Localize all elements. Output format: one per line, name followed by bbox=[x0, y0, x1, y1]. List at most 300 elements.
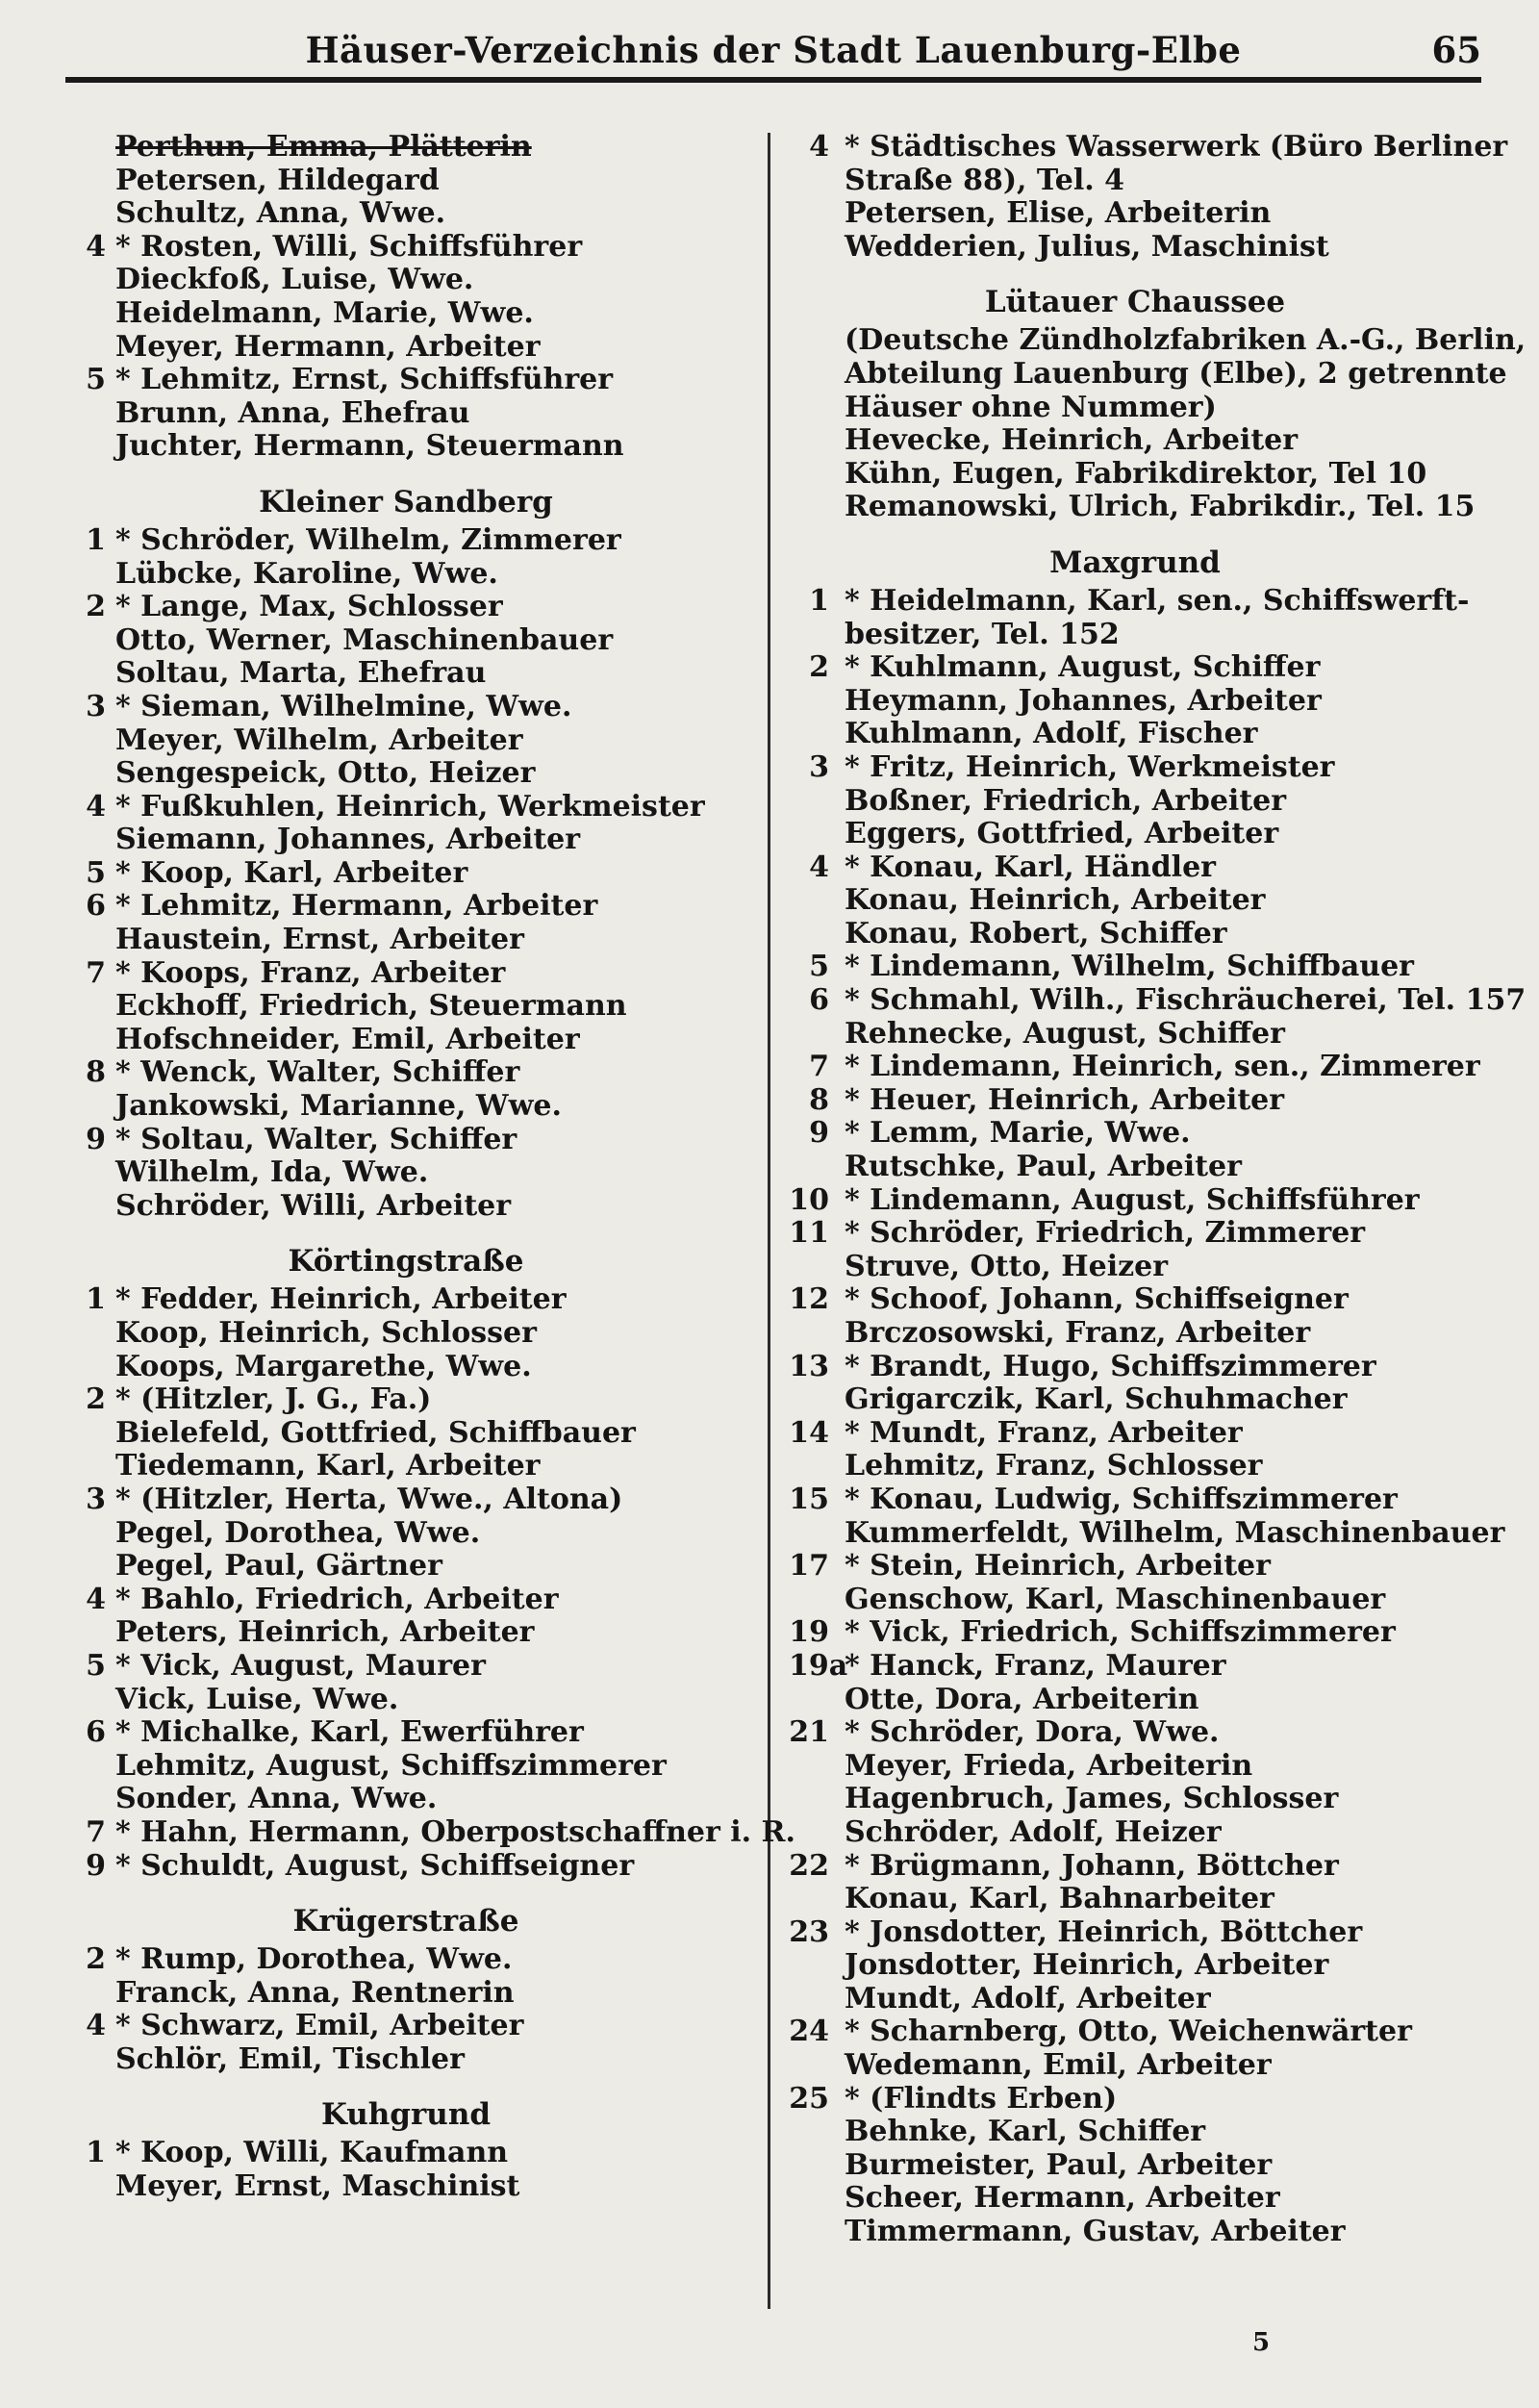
street-section bbox=[789, 264, 1526, 524]
resident-entry bbox=[62, 397, 750, 431]
resident-text: Schröder, Adolf, Heizer bbox=[845, 1814, 1222, 1849]
resident-entry bbox=[789, 2083, 1481, 2117]
resident-entry bbox=[62, 1317, 750, 1351]
house-number: 1 bbox=[809, 583, 829, 618]
street-section bbox=[62, 1883, 750, 2076]
section-spacer bbox=[789, 524, 1481, 542]
page-title: Häuser-Verzeichnis der Stadt Lauenburg-Elbe bbox=[305, 29, 1242, 71]
resident-text: Eckhoff, Friedrich, Steuermann bbox=[115, 989, 627, 1024]
section-spacer bbox=[62, 464, 750, 481]
resident-text: Wilhelm, Ida, Wwe. bbox=[115, 1155, 429, 1190]
house-number: 7 bbox=[809, 1050, 829, 1084]
resident-entry bbox=[789, 785, 1481, 819]
resident-text: Jankowski, Marianne, Wwe. bbox=[115, 1089, 562, 1124]
resident-entry bbox=[789, 2149, 1481, 2183]
resident-text: Häuser ohne Nummer) bbox=[845, 390, 1217, 424]
resident-text: Hagenbruch, James, Schlosser bbox=[845, 1782, 1339, 1816]
resident-text: Petersen, Elise, Arbeiterin bbox=[845, 196, 1272, 231]
section-spacer bbox=[62, 1883, 750, 1900]
resident-entry bbox=[62, 1483, 750, 1517]
house-number: 15 bbox=[789, 1482, 829, 1516]
header-rule bbox=[65, 77, 1481, 83]
resident-entry bbox=[789, 1251, 1481, 1284]
resident-text: Vick, Luise, Wwe. bbox=[115, 1682, 399, 1716]
house-number: 19 bbox=[789, 1615, 829, 1650]
resident-text: * Kuhlmann, August, Schiffer bbox=[845, 650, 1321, 685]
resident-text: * Sieman, Wilhelmine, Wwe. bbox=[115, 689, 572, 723]
resident-entry bbox=[62, 1283, 750, 1317]
resident-text: * Lehmitz, Ernst, Schiffsführer bbox=[115, 363, 614, 397]
resident-entry bbox=[789, 1983, 1481, 2016]
page-number: 65 bbox=[1431, 29, 1481, 71]
resident-entry bbox=[789, 1317, 1481, 1351]
resident-entry bbox=[62, 724, 750, 758]
resident-entry bbox=[789, 983, 1526, 1018]
resident-text: Tiedemann, Karl, Arbeiter bbox=[115, 1449, 541, 1483]
house-number: 5 bbox=[86, 363, 106, 397]
house-number: 23 bbox=[789, 1914, 829, 1949]
house-number: 1 bbox=[86, 522, 106, 557]
resident-entry bbox=[789, 1750, 1481, 1784]
resident-text: * Konau, Ludwig, Schiffszimmerer bbox=[845, 1482, 1398, 1516]
resident-text: Otto, Werner, Maschinenbauer bbox=[115, 622, 614, 657]
house-number: 9 bbox=[809, 1116, 829, 1151]
resident-entry bbox=[789, 1684, 1481, 1717]
resident-text: Timmermann, Gustav, Arbeiter bbox=[845, 2215, 1346, 2249]
house-number: 4 bbox=[86, 2009, 106, 2043]
house-number: 4 bbox=[86, 229, 106, 264]
house-number: 3 bbox=[809, 749, 829, 784]
resident-text: * Rosten, Willi, Schiffsführer bbox=[115, 229, 583, 264]
resident-entry bbox=[62, 1024, 750, 1057]
resident-text: * Stein, Heinrich, Arbeiter bbox=[845, 1549, 1271, 1584]
resident-text: Koop, Heinrich, Schlosser bbox=[115, 1316, 537, 1350]
resident-entry bbox=[789, 356, 1507, 392]
house-number: 2 bbox=[86, 1942, 106, 1977]
house-number: 5 bbox=[809, 950, 829, 984]
resident-entry bbox=[62, 1550, 750, 1584]
house-number: 3 bbox=[86, 689, 106, 723]
house-number: 24 bbox=[789, 2015, 829, 2049]
resident-text: * Lemm, Marie, Wwe. bbox=[845, 1116, 1191, 1151]
resident-text: * Lange, Max, Schlosser bbox=[115, 590, 503, 624]
resident-text: Brczosowski, Franz, Arbeiter bbox=[845, 1316, 1311, 1350]
resident-entry bbox=[789, 884, 1481, 918]
resident-text: (Deutsche Zündholzfabriken A.-G., Berlin, bbox=[845, 323, 1526, 358]
house-number: 4 bbox=[809, 130, 829, 164]
resident-entry bbox=[62, 1190, 750, 1224]
resident-entry bbox=[62, 1684, 750, 1717]
resident-entry bbox=[62, 1517, 750, 1551]
resident-entry bbox=[789, 1883, 1481, 1916]
resident-entry bbox=[789, 1184, 1481, 1218]
house-number: 25 bbox=[789, 2081, 829, 2116]
resident-text: Meyer, Frieda, Arbeiterin bbox=[845, 1748, 1253, 1783]
resident-text: * Schmahl, Wilh., Fischräucherei, Tel. 157 bbox=[845, 983, 1526, 1018]
resident-entry bbox=[789, 2216, 1481, 2249]
resident-entry bbox=[62, 524, 750, 558]
resident-entry bbox=[789, 491, 1481, 524]
resident-entry bbox=[789, 323, 1526, 358]
resident-text: * Mundt, Franz, Arbeiter bbox=[845, 1415, 1243, 1450]
resident-text: * Konau, Karl, Händler bbox=[845, 849, 1216, 884]
section-spacer bbox=[62, 1223, 750, 1240]
house-number: 5 bbox=[86, 855, 106, 890]
resident-text: * Städtisches Wasserwerk (Büro Berliner bbox=[845, 130, 1508, 164]
resident-text: * Schröder, Wilhelm, Zimmerer bbox=[115, 522, 621, 557]
resident-entry bbox=[789, 851, 1481, 885]
resident-entry bbox=[789, 1450, 1481, 1483]
resident-text: * Brandt, Hugo, Schiffszimmerer bbox=[845, 1349, 1376, 1383]
resident-entry bbox=[62, 1124, 750, 1157]
resident-entry bbox=[789, 2015, 1481, 2049]
resident-entry bbox=[62, 264, 750, 297]
resident-entry bbox=[789, 2049, 1481, 2083]
resident-text: Pegel, Paul, Gärtner bbox=[115, 1549, 442, 1584]
resident-text: * (Hitzler, J. G., Fa.) bbox=[115, 1382, 432, 1417]
resident-entry bbox=[62, 2010, 750, 2043]
resident-text: * (Flindts Erben) bbox=[845, 2081, 1118, 2116]
resident-text: Schröder, Willi, Arbeiter bbox=[115, 1188, 512, 1223]
resident-entry bbox=[789, 1117, 1481, 1151]
resident-text: Genschow, Karl, Maschinenbauer bbox=[845, 1582, 1386, 1616]
house-number: 2 bbox=[809, 650, 829, 685]
resident-entry bbox=[62, 331, 750, 365]
resident-entry bbox=[62, 297, 750, 331]
resident-text: * Rump, Dorothea, Wwe. bbox=[115, 1942, 513, 1977]
resident-entry bbox=[789, 1283, 1481, 1317]
resident-text: * Bahlo, Friedrich, Arbeiter bbox=[115, 1582, 559, 1616]
street-heading: Krügerstraße bbox=[292, 1904, 519, 1939]
house-number: 12 bbox=[789, 1282, 829, 1317]
resident-text: Otte, Dora, Arbeiterin bbox=[845, 1682, 1199, 1716]
resident-entry bbox=[789, 585, 1481, 619]
house-number: 9 bbox=[86, 1122, 106, 1156]
resident-entry bbox=[62, 558, 750, 592]
resident-text: * Lindemann, Wilhelm, Schiffbauer bbox=[845, 950, 1414, 984]
house-number: 21 bbox=[789, 1715, 829, 1750]
resident-text: Struve, Otto, Heizer bbox=[845, 1249, 1169, 1283]
resident-text: * Michalke, Karl, Ewerführer bbox=[115, 1715, 584, 1750]
house-number: 7 bbox=[86, 955, 106, 990]
resident-text: Pegel, Dorothea, Wwe. bbox=[115, 1515, 481, 1550]
resident-entry bbox=[62, 1417, 750, 1451]
resident-text: Rutschke, Paul, Arbeiter bbox=[845, 1150, 1242, 1184]
house-number: 2 bbox=[86, 590, 106, 624]
resident-text: * Koop, Karl, Arbeiter bbox=[115, 855, 468, 890]
resident-text: Eggers, Gottfried, Arbeiter bbox=[845, 817, 1279, 851]
street-heading: Körtingstraße bbox=[288, 1244, 524, 1280]
resident-entry bbox=[789, 1018, 1481, 1052]
resident-text: Heidelmann, Marie, Wwe. bbox=[115, 295, 534, 330]
resident-text: * Lindemann, August, Schiffsführer bbox=[845, 1182, 1420, 1217]
resident-entry bbox=[62, 1383, 750, 1417]
resident-text: Perthun, Emma, Plätterin bbox=[115, 130, 532, 164]
resident-entry bbox=[62, 791, 750, 824]
resident-entry bbox=[62, 1814, 795, 1850]
resident-text: Mundt, Adolf, Arbeiter bbox=[845, 1981, 1211, 2015]
street-section bbox=[62, 1223, 795, 1883]
house-number: 8 bbox=[809, 1082, 829, 1117]
house-number: 3 bbox=[86, 1482, 106, 1516]
resident-entry bbox=[789, 651, 1481, 685]
resident-entry bbox=[789, 1515, 1505, 1551]
resident-entry bbox=[789, 197, 1481, 231]
left-column bbox=[62, 130, 795, 2204]
resident-text: Koops, Margarethe, Wwe. bbox=[115, 1349, 532, 1383]
resident-text: * Scharnberg, Otto, Weichenwärter bbox=[845, 2015, 1412, 2049]
resident-entry bbox=[62, 2043, 750, 2077]
resident-text: * (Hitzler, Herta, Wwe., Altona) bbox=[115, 1482, 623, 1516]
resident-text: Wedemann, Emil, Arbeiter bbox=[845, 2048, 1272, 2083]
resident-entry bbox=[62, 990, 750, 1024]
resident-entry bbox=[789, 1916, 1481, 1950]
resident-text: * Wenck, Walter, Schiffer bbox=[115, 1055, 520, 1090]
house-number: 11 bbox=[789, 1216, 829, 1251]
resident-text: * Heidelmann, Karl, sen., Schiffswerft- bbox=[845, 583, 1470, 618]
resident-text: Dieckfoß, Luise, Wwe. bbox=[115, 263, 474, 297]
footer-mark: 5 bbox=[1252, 2328, 1271, 2357]
resident-entry bbox=[789, 1783, 1481, 1816]
street-section bbox=[789, 130, 1508, 264]
resident-entry bbox=[62, 1750, 750, 1784]
house-number: 1 bbox=[86, 2136, 106, 2170]
resident-entry bbox=[62, 1977, 750, 2011]
resident-entry bbox=[789, 165, 1481, 198]
house-number: 6 bbox=[86, 1715, 106, 1750]
resident-text: * Fußkuhlen, Heinrich, Werkmeister bbox=[115, 789, 705, 824]
house-number: 19a bbox=[789, 1648, 848, 1683]
resident-text: Behnke, Karl, Schiffer bbox=[845, 2115, 1206, 2149]
resident-text: * Fedder, Heinrich, Arbeiter bbox=[115, 1282, 567, 1317]
resident-entry bbox=[62, 231, 750, 265]
resident-entry bbox=[62, 857, 750, 891]
resident-entry bbox=[62, 824, 750, 857]
resident-entry bbox=[789, 918, 1481, 951]
resident-entry bbox=[789, 1584, 1481, 1617]
resident-text: * Schröder, Dora, Wwe. bbox=[845, 1715, 1220, 1750]
resident-entry bbox=[789, 1151, 1481, 1184]
resident-entry bbox=[62, 1056, 750, 1090]
resident-entry bbox=[62, 131, 750, 165]
street-heading: Kleiner Sandberg bbox=[259, 484, 553, 520]
resident-entry bbox=[62, 1584, 750, 1617]
resident-text: Petersen, Hildegard bbox=[115, 163, 440, 197]
resident-text: Peters, Heinrich, Arbeiter bbox=[115, 1615, 535, 1650]
resident-text: Bielefeld, Gottfried, Schiffbauer bbox=[115, 1415, 636, 1450]
resident-text: Straße 88), Tel. 4 bbox=[845, 163, 1125, 197]
resident-text: * Jonsdotter, Heinrich, Böttcher bbox=[845, 1914, 1363, 1949]
resident-text: * Koops, Franz, Arbeiter bbox=[115, 955, 506, 990]
page-header bbox=[65, 29, 1481, 83]
resident-text: Schlör, Emil, Tischler bbox=[115, 2041, 465, 2076]
street-heading: Kuhgrund bbox=[320, 2097, 492, 2133]
resident-text: Meyer, Ernst, Maschinist bbox=[115, 2169, 520, 2204]
resident-text: Jonsdotter, Heinrich, Arbeiter bbox=[845, 1948, 1329, 1983]
resident-text: * Vick, August, Maurer bbox=[115, 1648, 486, 1683]
resident-entry bbox=[789, 1850, 1481, 1884]
resident-text: besitzer, Tel. 152 bbox=[845, 617, 1120, 651]
resident-text: * Vick, Friedrich, Schiffszimmerer bbox=[845, 1615, 1396, 1650]
resident-entry bbox=[789, 951, 1481, 984]
resident-entry bbox=[62, 1716, 750, 1750]
house-number: 14 bbox=[789, 1415, 829, 1450]
resident-entry bbox=[789, 1550, 1481, 1584]
house-number: 2 bbox=[86, 1382, 106, 1417]
resident-text: * Hahn, Hermann, Oberpostschaffner i. R. bbox=[115, 1814, 795, 1849]
resident-entry bbox=[789, 718, 1481, 751]
house-number: 8 bbox=[86, 1055, 106, 1090]
house-number: 10 bbox=[789, 1182, 829, 1217]
resident-text: Konau, Heinrich, Arbeiter bbox=[845, 883, 1266, 918]
resident-text: Sonder, Anna, Wwe. bbox=[115, 1782, 438, 1816]
resident-entry bbox=[789, 1949, 1481, 1983]
resident-text: Kuhlmann, Adolf, Fischer bbox=[845, 717, 1258, 751]
resident-entry bbox=[62, 197, 750, 231]
resident-entry bbox=[789, 751, 1481, 785]
resident-entry bbox=[62, 924, 750, 957]
resident-entry bbox=[62, 1616, 750, 1650]
resident-entry bbox=[789, 1816, 1481, 1850]
resident-text: Sengespeick, Otto, Heizer bbox=[115, 756, 536, 791]
resident-entry bbox=[62, 430, 750, 464]
resident-entry bbox=[789, 1483, 1481, 1517]
resident-entry bbox=[789, 818, 1481, 851]
resident-entry bbox=[789, 392, 1481, 425]
resident-text: * Lehmitz, Hermann, Arbeiter bbox=[115, 889, 598, 924]
resident-text: * Koop, Willi, Kaufmann bbox=[115, 2136, 509, 2170]
resident-text: Grigarczik, Karl, Schuhmacher bbox=[845, 1382, 1348, 1417]
resident-text: * Soltau, Walter, Schiffer bbox=[115, 1122, 517, 1156]
resident-entry bbox=[789, 1084, 1481, 1118]
resident-entry bbox=[62, 757, 750, 791]
section-spacer bbox=[789, 264, 1481, 281]
resident-entry bbox=[62, 624, 750, 658]
resident-entry bbox=[789, 458, 1481, 492]
resident-entry bbox=[62, 2137, 750, 2170]
house-number: 4 bbox=[86, 1582, 106, 1616]
resident-text: * Heuer, Heinrich, Arbeiter bbox=[845, 1082, 1285, 1117]
resident-entry bbox=[62, 364, 750, 397]
street-section bbox=[62, 131, 750, 464]
resident-text: Heymann, Johannes, Arbeiter bbox=[845, 683, 1322, 718]
resident-entry bbox=[789, 2182, 1481, 2216]
resident-entry bbox=[789, 1217, 1481, 1251]
resident-text: Burmeister, Paul, Arbeiter bbox=[845, 2147, 1273, 2182]
resident-entry bbox=[62, 1450, 750, 1483]
resident-text: Hevecke, Heinrich, Arbeiter bbox=[845, 423, 1299, 458]
resident-entry bbox=[62, 657, 750, 691]
resident-entry bbox=[789, 619, 1481, 652]
resident-text: Meyer, Hermann, Arbeiter bbox=[115, 329, 541, 364]
resident-entry bbox=[62, 2170, 750, 2204]
house-number: 6 bbox=[809, 983, 829, 1018]
resident-text: Siemann, Johannes, Arbeiter bbox=[115, 823, 581, 857]
resident-text: Kummerfeldt, Wilhelm, Maschinenbauer bbox=[845, 1515, 1505, 1550]
house-number: 22 bbox=[789, 1848, 829, 1883]
resident-text: Juchter, Hermann, Steuermann bbox=[115, 429, 624, 464]
house-number: 6 bbox=[86, 889, 106, 924]
resident-entry bbox=[62, 1650, 750, 1684]
resident-text: Boßner, Friedrich, Arbeiter bbox=[845, 783, 1287, 818]
section-spacer bbox=[62, 2076, 750, 2093]
street-section bbox=[62, 2076, 750, 2203]
resident-text: * Schuldt, August, Schiffseigner bbox=[115, 1848, 635, 1883]
resident-text: Meyer, Wilhelm, Arbeiter bbox=[115, 722, 523, 757]
resident-entry bbox=[789, 130, 1508, 165]
street-heading: Maxgrund bbox=[1049, 545, 1221, 580]
resident-entry bbox=[789, 2116, 1481, 2149]
resident-entry bbox=[789, 685, 1481, 719]
resident-text: * Schwarz, Emil, Arbeiter bbox=[115, 2009, 524, 2043]
resident-entry bbox=[62, 1156, 750, 1190]
street-section bbox=[789, 524, 1526, 2249]
resident-entry bbox=[62, 691, 750, 724]
resident-text: Franck, Anna, Rentnerin bbox=[115, 1975, 515, 2010]
resident-entry bbox=[62, 1943, 750, 1977]
resident-entry bbox=[62, 1090, 750, 1124]
resident-entry bbox=[789, 1716, 1481, 1750]
resident-entry bbox=[62, 890, 750, 924]
house-number: 5 bbox=[86, 1648, 106, 1683]
house-number: 17 bbox=[789, 1549, 829, 1584]
resident-entry bbox=[62, 1783, 750, 1816]
house-number: 4 bbox=[809, 849, 829, 884]
resident-text: * Schröder, Friedrich, Zimmerer bbox=[845, 1216, 1366, 1251]
resident-entry bbox=[62, 591, 750, 624]
column-divider bbox=[768, 133, 770, 2309]
resident-text: Lübcke, Karoline, Wwe. bbox=[115, 556, 498, 591]
resident-text: Abteilung Lauenburg (Elbe), 2 getrennte bbox=[845, 356, 1507, 391]
street-heading: Lütauer Chaussee bbox=[984, 285, 1286, 320]
resident-text: * Schoof, Johann, Schiffseigner bbox=[845, 1282, 1349, 1317]
resident-entry bbox=[789, 231, 1481, 265]
house-number: 4 bbox=[86, 789, 106, 824]
resident-entry bbox=[62, 165, 750, 198]
resident-text: Soltau, Marta, Ehefrau bbox=[115, 656, 487, 691]
resident-text: Hofschneider, Emil, Arbeiter bbox=[115, 1022, 580, 1056]
street-section bbox=[62, 464, 750, 1223]
resident-text: Haustein, Ernst, Arbeiter bbox=[115, 923, 524, 957]
house-number: 13 bbox=[789, 1349, 829, 1383]
resident-text: Schultz, Anna, Wwe. bbox=[115, 196, 446, 231]
resident-entry bbox=[789, 1616, 1481, 1650]
resident-text: Wedderien, Julius, Maschinist bbox=[845, 229, 1329, 264]
resident-text: Remanowski, Ulrich, Fabrikdir., Tel. 15 bbox=[845, 490, 1476, 524]
resident-text: Scheer, Hermann, Arbeiter bbox=[845, 2181, 1280, 2216]
resident-text: Rehnecke, August, Schiffer bbox=[845, 1016, 1285, 1051]
resident-entry bbox=[62, 1850, 750, 1884]
resident-entry bbox=[62, 957, 750, 991]
house-number: 1 bbox=[86, 1282, 106, 1317]
right-column bbox=[789, 130, 1526, 2249]
resident-text: Lehmitz, August, Schiffszimmerer bbox=[115, 1748, 667, 1783]
resident-entry bbox=[789, 1051, 1481, 1084]
house-number: 7 bbox=[86, 1814, 106, 1849]
resident-text: * Hanck, Franz, Maurer bbox=[845, 1648, 1226, 1683]
house-number: 9 bbox=[86, 1848, 106, 1883]
resident-text: Lehmitz, Franz, Schlosser bbox=[845, 1449, 1263, 1483]
resident-text: Brunn, Anna, Ehefrau bbox=[115, 395, 470, 430]
resident-entry bbox=[789, 1351, 1481, 1384]
resident-entry bbox=[789, 1650, 1481, 1684]
resident-text: * Fritz, Heinrich, Werkmeister bbox=[845, 749, 1335, 784]
resident-text: * Lindemann, Heinrich, sen., Zimmerer bbox=[845, 1050, 1480, 1084]
resident-text: Kühn, Eugen, Fabrikdirektor, Tel 10 bbox=[845, 456, 1427, 491]
resident-text: Konau, Karl, Bahnarbeiter bbox=[845, 1882, 1274, 1916]
resident-entry bbox=[62, 1351, 750, 1384]
resident-entry bbox=[789, 1383, 1481, 1417]
